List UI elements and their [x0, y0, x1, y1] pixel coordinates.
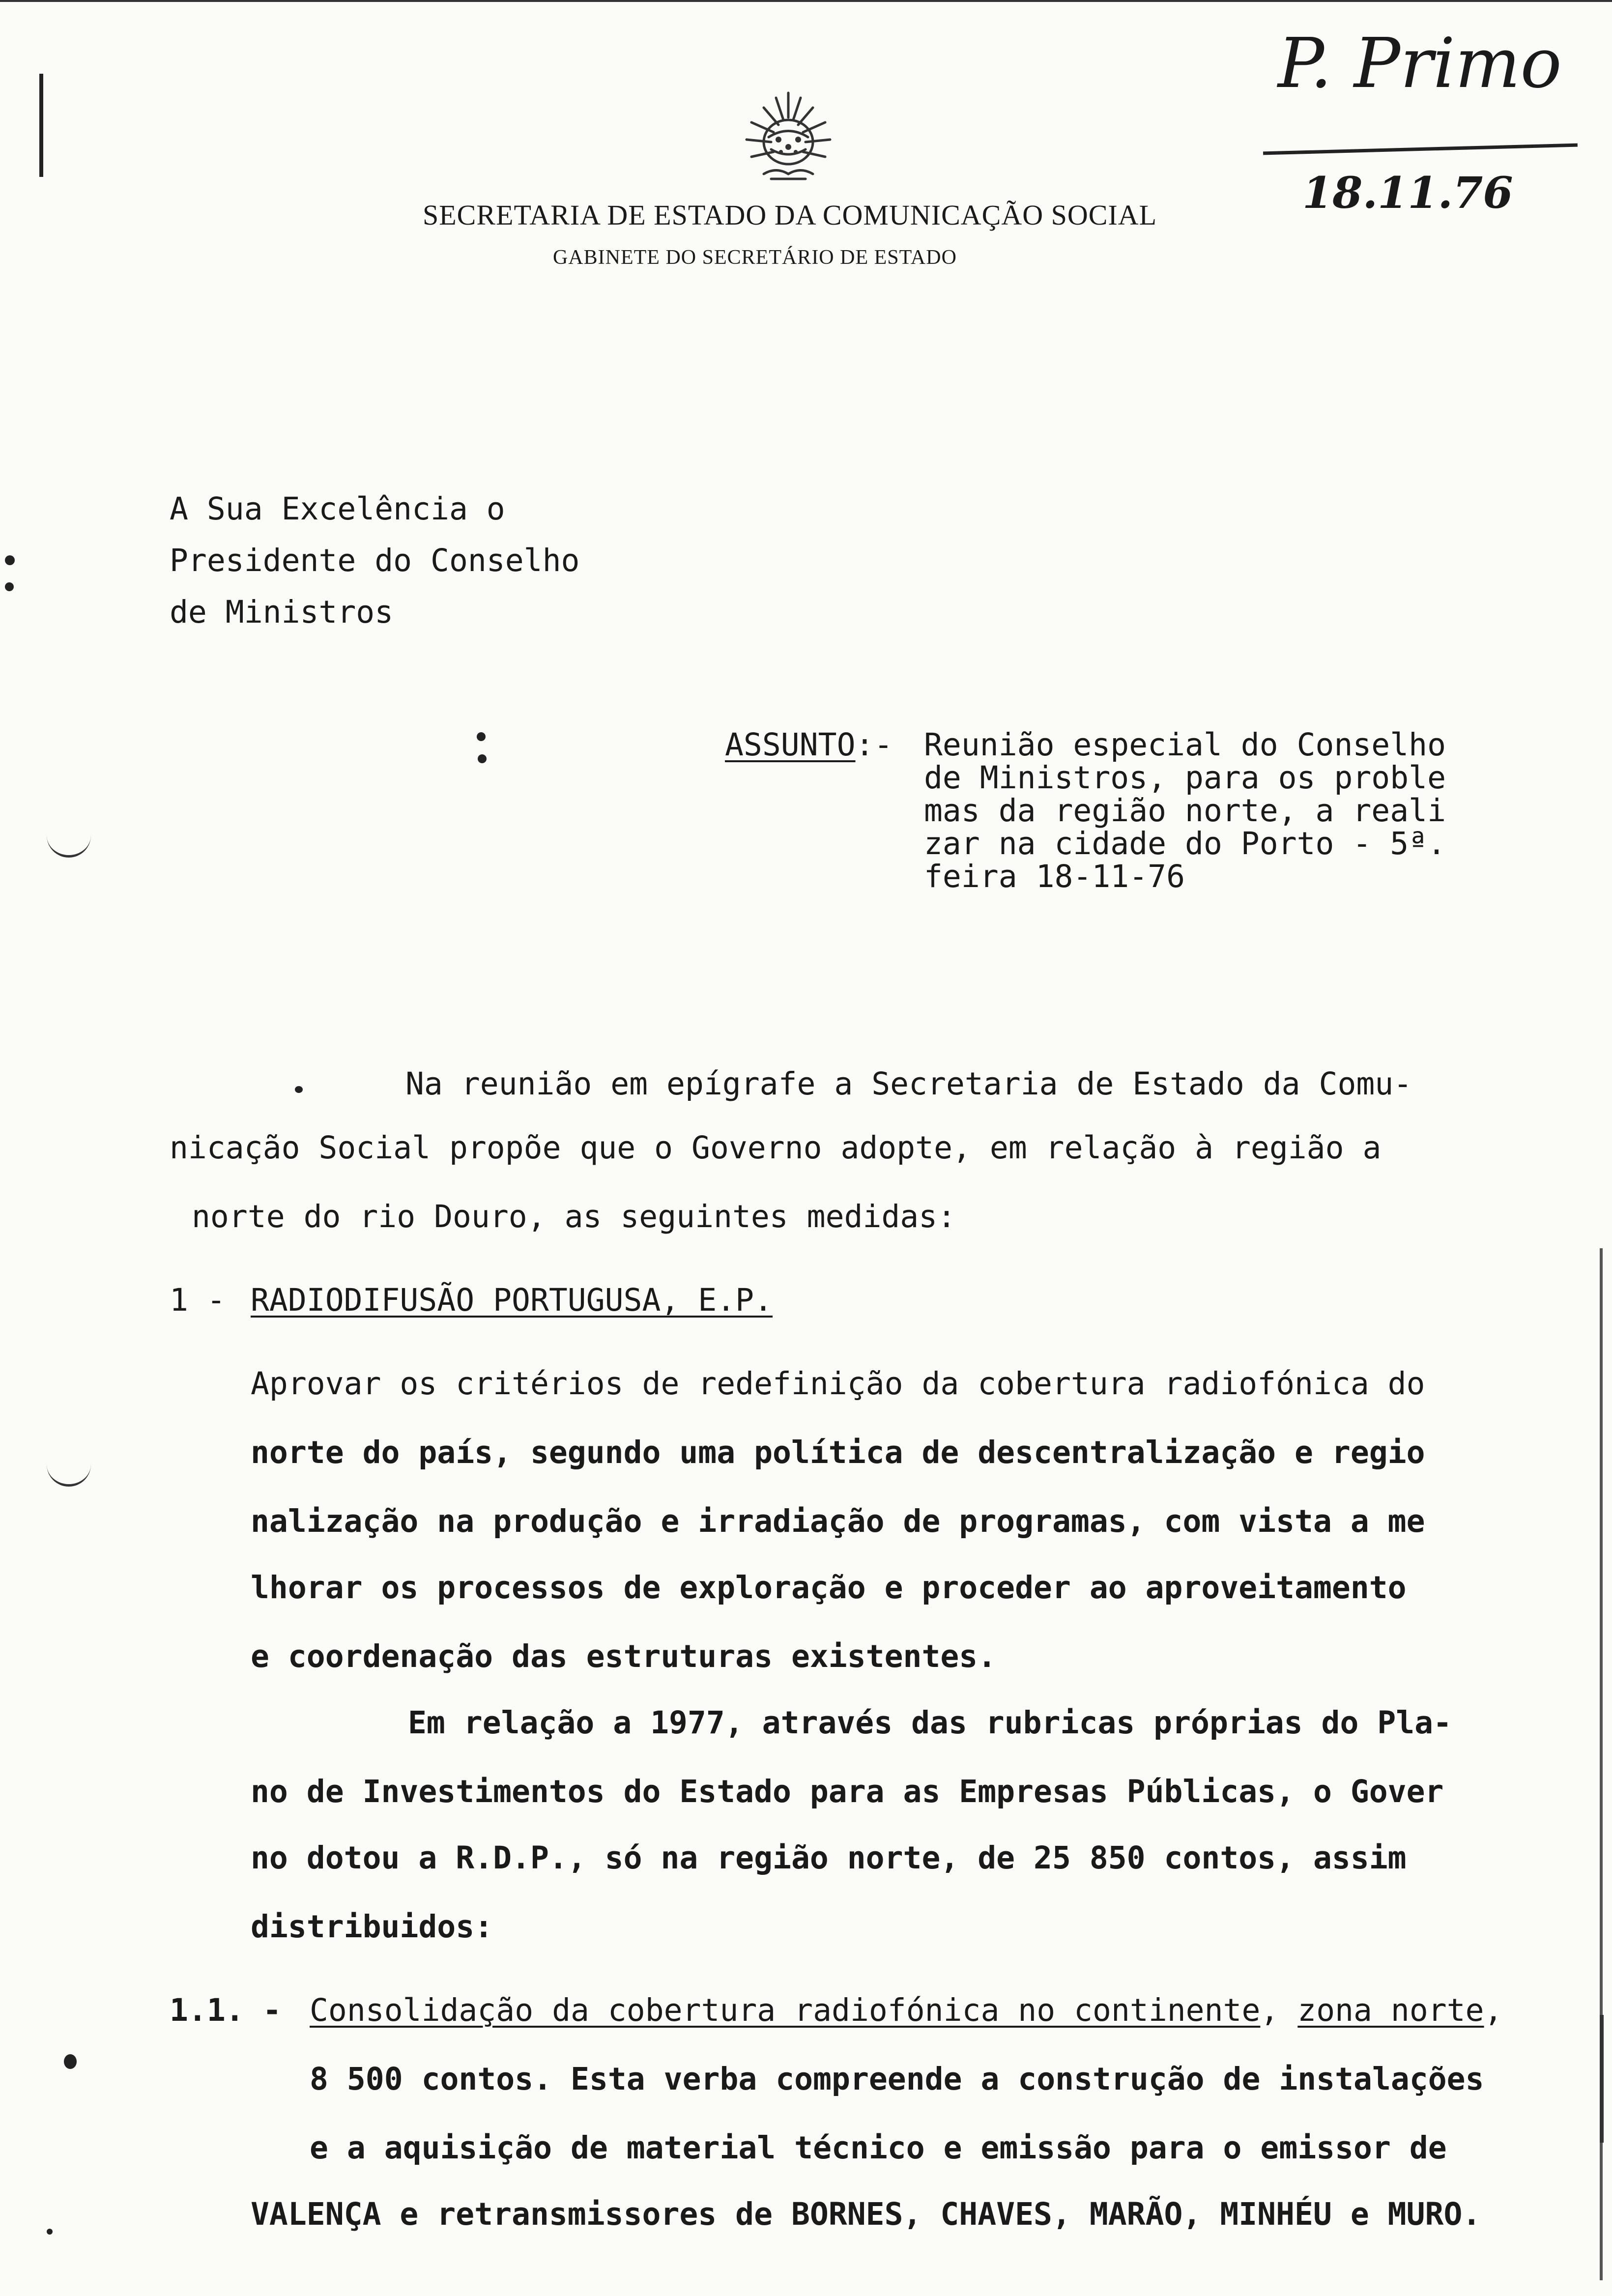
body-line: no dotou a R.D.P., só na região norte, de 25 850 contos, assim	[251, 1840, 1407, 1876]
subject-label	[725, 727, 892, 763]
body-line: Aprovar os critérios de redefinição da cobertura radiofónica do	[251, 1366, 1425, 1402]
subsection-zone: zona norte	[1297, 1992, 1484, 2028]
scan-artifact	[47, 835, 91, 858]
scan-artifact	[5, 555, 15, 565]
body-line: lhorar os processos de exploração e proceder ao aproveitamento	[251, 1570, 1407, 1606]
scan-artifact	[295, 1086, 303, 1093]
intro-line: norte do rio Douro, as seguintes medidas:	[192, 1199, 956, 1234]
section-heading: RADIODIFUSÃO PORTUGUSA, E.P.	[251, 1282, 773, 1318]
letterhead-title: SECRETARIA DE ESTADO DA COMUNICAÇÃO SOCIAL	[423, 199, 1157, 231]
body-line: VALENÇA e retransmissores de BORNES, CHAVES, MARÃO, MINHÉU e MURO.	[251, 2196, 1481, 2232]
scan-artifact	[47, 2229, 53, 2235]
subject-separator: :-	[855, 727, 893, 763]
subsection-zone-end: ,	[1484, 1992, 1503, 2028]
letterhead-subtitle: GABINETE DO SECRETÁRIO DE ESTADO	[553, 246, 957, 269]
subject-line: feira 18-11-76	[924, 859, 1185, 894]
subject-label-text: ASSUNTO	[725, 727, 856, 763]
body-line: nalização na produção e irradiação de programas, com vista a me	[251, 1503, 1425, 1539]
subsection-heading-text: Consolidação da cobertura radiofónica no continente	[310, 1992, 1261, 2028]
addressee-line: de Ministros	[170, 594, 394, 630]
scan-artifact	[478, 754, 487, 763]
addressee-line: Presidente do Conselho	[170, 543, 580, 578]
scan-artifact	[64, 2054, 77, 2069]
scan-artifact	[0, 0, 1612, 2]
subject-line: zar na cidade do Porto - 5ª.	[924, 826, 1446, 861]
scan-artifact	[39, 74, 43, 177]
subsection-heading	[310, 1993, 1503, 2028]
addressee-line: A Sua Excelência o	[170, 491, 505, 527]
body-line: norte do país, segundo uma política de descentralização e regio	[251, 1435, 1425, 1470]
intro-line: Na reunião em epígrafe a Secretaria de Estado da Comu-	[405, 1066, 1412, 1102]
handwritten-date: 18.11.76	[1302, 167, 1513, 218]
body-line: Em relação a 1977, através das rubricas próprias do Pla-	[408, 1705, 1452, 1741]
handwritten-signature: P. Primo	[1278, 24, 1562, 104]
subject-line: Reunião especial do Conselho	[924, 727, 1446, 763]
section-number: 1 -	[170, 1282, 226, 1318]
scan-artifact	[1600, 2015, 1604, 2143]
body-line: distribuidos:	[251, 1909, 493, 1945]
subsection-separator: ,	[1260, 1992, 1279, 2028]
body-line: e a aquisição de material técnico e emissão para o emissor de	[310, 2130, 1447, 2166]
subject-line: de Ministros, para os proble	[924, 760, 1446, 796]
scan-artifact	[5, 582, 14, 591]
subsection-number: 1.1. -	[170, 1992, 282, 2028]
coat-of-arms-icon	[708, 69, 850, 177]
subject-line: mas da região norte, a reali	[924, 793, 1446, 829]
intro-line: nicação Social propõe que o Governo adopte, em relação à região a	[170, 1130, 1382, 1166]
body-line: e coordenação das estruturas existentes.	[251, 1638, 997, 1674]
scan-artifact	[477, 732, 486, 741]
signature-rule	[1263, 144, 1578, 155]
body-line: no de Investimentos do Estado para as Empresas Públicas, o Gover	[251, 1774, 1444, 1809]
scan-artifact	[47, 1464, 91, 1487]
body-line: 8 500 contos. Esta verba compreende a construção de instalações	[310, 2061, 1484, 2097]
